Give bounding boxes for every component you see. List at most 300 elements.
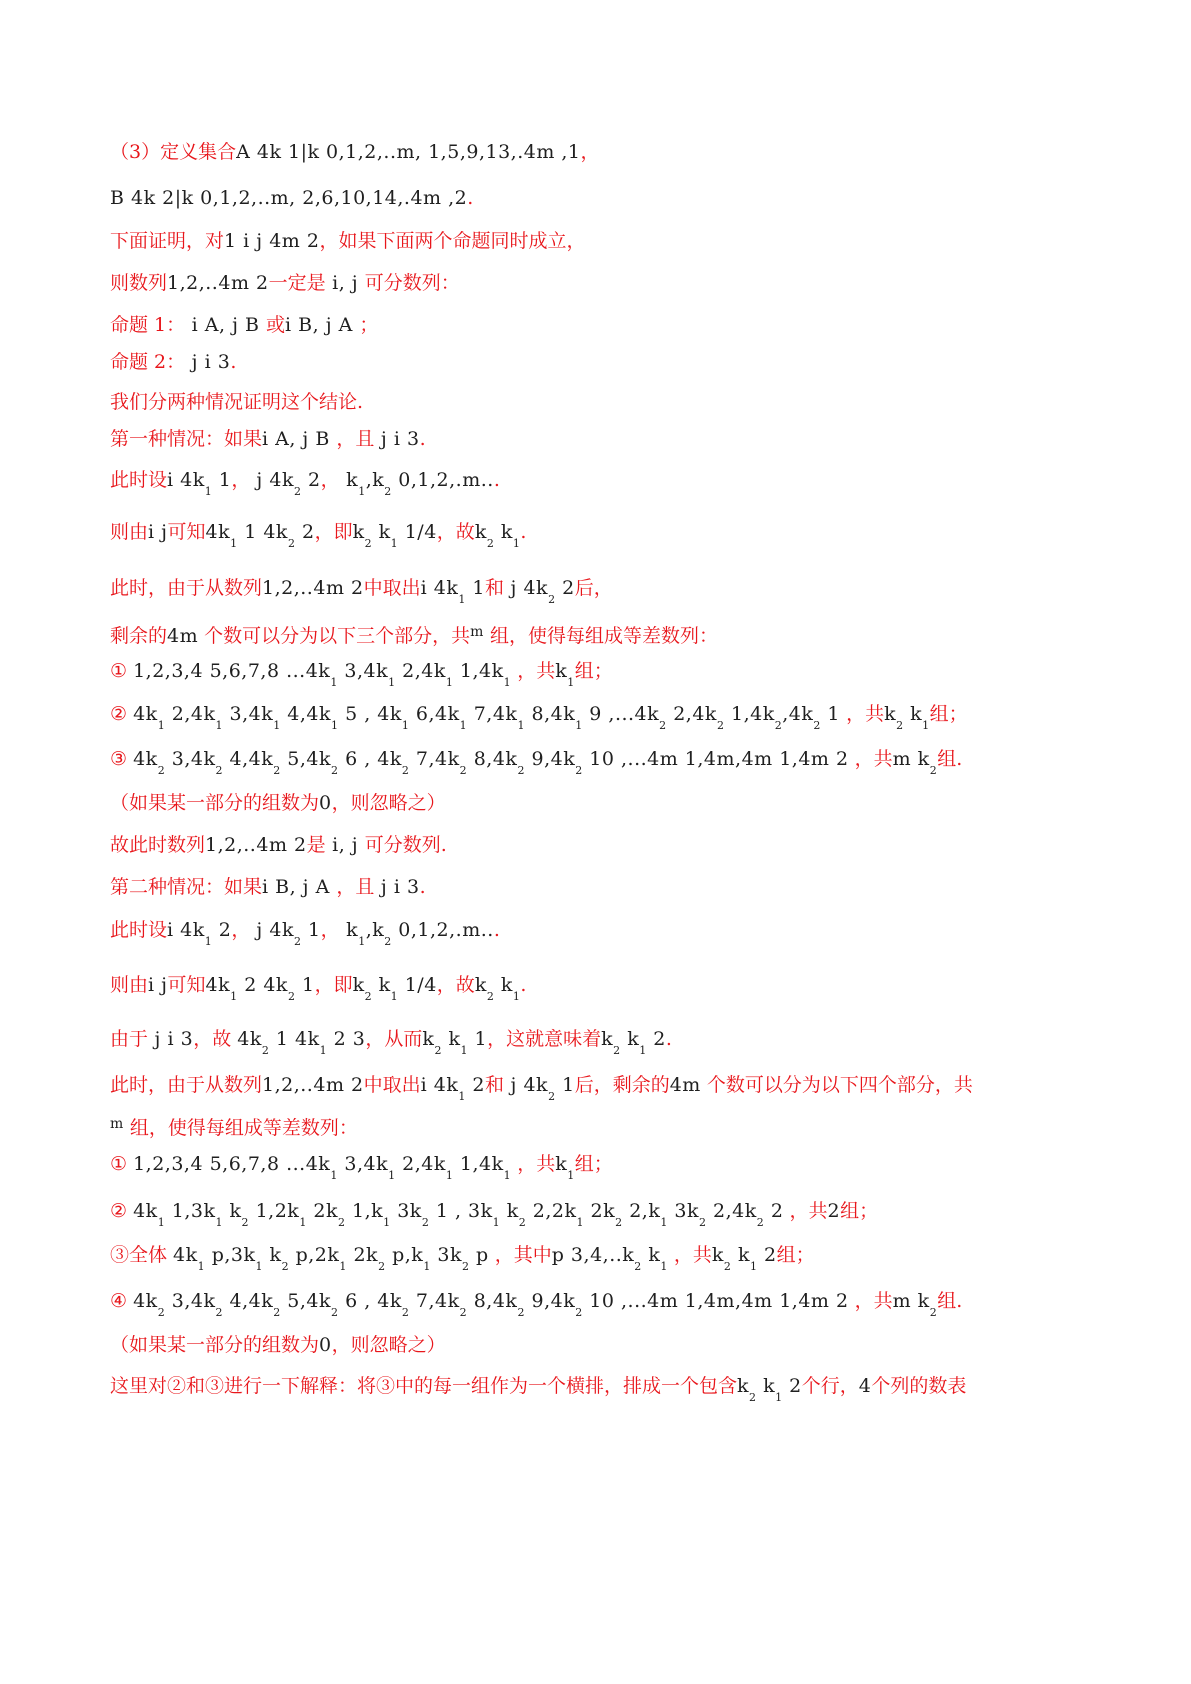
math-text: 1/4 (398, 974, 437, 996)
subscript: 2 (461, 1260, 470, 1273)
subscript: 2 (157, 1306, 166, 1319)
superscript: m (470, 624, 484, 640)
prose-text: 组. (937, 1290, 963, 1312)
math-text: 8,4k (467, 748, 518, 770)
subscript: 2 (575, 764, 583, 777)
prose-text: 命题 1： (110, 314, 186, 336)
subscript: 2 (774, 719, 783, 732)
math-text: B 4k 2|k 0,1,2,..m, 2,6,10,14,.4m ,2 (110, 187, 468, 209)
math-text: 1,2,..4m 2 (262, 1074, 364, 1096)
math-text: 3k (430, 1244, 462, 1266)
text-line (110, 617, 1110, 651)
subscript: 1 (273, 719, 281, 732)
math-text: 0 (319, 792, 332, 814)
math-text: m k (892, 748, 930, 770)
math-text: j i 3 (374, 428, 420, 450)
math-text: 2,4k (395, 660, 446, 682)
subscript: 1 (459, 719, 468, 732)
math-text: 4k (205, 521, 231, 543)
text-line (110, 744, 1110, 786)
subscript: 1 (339, 1260, 347, 1273)
math-text: 2,k (622, 1200, 661, 1222)
text-line (110, 788, 1110, 818)
text-line (110, 830, 1110, 860)
math-text: k (263, 1244, 282, 1266)
prose-text: ， (231, 919, 257, 941)
math-text: 4m (167, 625, 199, 647)
math-text: p,2k (289, 1244, 340, 1266)
math-text: k (339, 469, 359, 491)
prose-text: 组； (776, 1244, 815, 1266)
subscript: 2 (401, 764, 410, 777)
subscript: 1 (660, 1216, 668, 1229)
prose-text: ； (359, 314, 379, 336)
text-line (110, 1070, 1110, 1112)
subscript: 2 (613, 1044, 621, 1057)
subscript: 2 (716, 719, 725, 732)
math-text: p,3k (205, 1244, 256, 1266)
math-text: 1,4k (453, 660, 504, 682)
math-text: 0,1,2,.m.. (391, 919, 494, 941)
subscript: 2 (723, 1260, 732, 1273)
prose-text: ② (110, 1200, 134, 1222)
math-text: i A, j B (185, 314, 267, 336)
math-text: 2 (646, 1028, 666, 1050)
math-text: 9,4k (524, 748, 576, 770)
math-text: k (601, 1028, 614, 1050)
prose-text: ，且 (336, 876, 375, 898)
math-text: 1,4k (453, 1153, 504, 1175)
math-text: 1,3k (165, 1200, 216, 1222)
subscript: 2 (261, 1044, 270, 1057)
subscript: 1 (512, 537, 521, 550)
subscript: 1 (157, 719, 166, 732)
math-text: 2 (295, 521, 315, 543)
prose-text: ， (580, 141, 600, 163)
math-text: 4m (669, 1074, 701, 1096)
subscript: 1 (445, 676, 454, 689)
math-text: 10 ,...4m 1,4m,4m 1,4m 2 (582, 1290, 849, 1312)
prose-text: ， (320, 469, 340, 491)
prose-text: 则由 (110, 974, 149, 996)
math-text: 4,4k (222, 748, 274, 770)
math-text: k (352, 974, 365, 996)
math-text: 2 (764, 1200, 784, 1222)
math-text: 1,4k (724, 703, 775, 725)
math-text: i A, j B (262, 428, 337, 450)
prose-text: ，共 (840, 703, 885, 725)
subscript: 2 (929, 764, 938, 777)
text-line (110, 1024, 1110, 1066)
subscript: 1 (204, 485, 213, 498)
subscript: 1 (331, 719, 339, 732)
math-text: 1,2,..4m 2 (205, 834, 307, 856)
subscript: 1 (390, 537, 399, 550)
math-text: 3,4k (337, 660, 389, 682)
math-text: k (422, 1028, 435, 1050)
prose-text: （3）定义集合 (110, 141, 237, 163)
subscript: 2 (273, 1306, 281, 1319)
text-line (110, 387, 1110, 417)
subscript: 2 (331, 764, 339, 777)
math-text: k (339, 919, 359, 941)
prose-text: 组； (929, 703, 968, 725)
prose-text: ，这就意味着 (487, 1028, 602, 1050)
prose-text: ③ (110, 748, 134, 770)
prose-text: 可知 (167, 521, 206, 543)
prose-text: 剩余的 (110, 625, 168, 647)
math-text: 1 , 3k (429, 1200, 493, 1222)
text-line (110, 1330, 1110, 1360)
math-text: 4 (858, 1375, 872, 1397)
prose-text: ，共 (783, 1200, 828, 1222)
subscript: 2 (459, 764, 468, 777)
subscript: 1 (299, 1216, 307, 1229)
math-text: 1 (212, 469, 232, 491)
subscript: 1 (775, 1391, 783, 1404)
text-line (110, 1196, 1110, 1238)
subscript: 1 (330, 676, 338, 689)
subscript: 1 (157, 1216, 166, 1229)
math-text: 3,4k (165, 1290, 216, 1312)
subscript: 2 (215, 764, 223, 777)
subscript: 2 (293, 485, 302, 498)
subscript: 1 (460, 1044, 468, 1057)
subscript: 2 (331, 1306, 339, 1319)
subscript: 2 (699, 1216, 707, 1229)
math-text: i 4k (167, 469, 205, 491)
math-text: 1,2,..4m 2 (262, 577, 364, 599)
prose-text: 由于 (110, 1028, 149, 1050)
text-line (110, 1149, 1110, 1191)
prose-text: 组； (574, 660, 613, 682)
prose-text: 组； (840, 1200, 879, 1222)
subscript: 1 (922, 719, 930, 732)
text-line (110, 656, 1110, 698)
subscript: 1 (319, 1044, 328, 1057)
math-text: 1 (301, 919, 321, 941)
math-text: j 4k (503, 1074, 549, 1096)
text-line (110, 699, 1110, 741)
subscript: 2 (575, 1306, 583, 1319)
math-text: 1,2,3,4 5,6,7,8 ...4k (133, 660, 331, 682)
math-text: 5 , 4k (338, 703, 402, 725)
subscript: 2 (634, 1260, 642, 1273)
prose-text: 下面证明，对 (110, 230, 225, 252)
prose-text: ， (320, 919, 340, 941)
prose-text: ④ (110, 1290, 134, 1312)
math-text: 2 4k (237, 974, 288, 996)
subscript: 1 (383, 1216, 391, 1229)
math-text: k (555, 1153, 568, 1175)
math-text: 2,4k (666, 703, 717, 725)
subscript: 1 (390, 990, 399, 1003)
prose-text: ，共 (667, 1244, 712, 1266)
math-text: 1,2,3,4 5,6,7,8 ...4k (133, 1153, 331, 1175)
math-text: 4k (133, 703, 158, 725)
subscript: 2 (486, 990, 495, 1003)
math-text: i, j (325, 834, 365, 856)
subscript: 1 (358, 935, 366, 948)
text-line (110, 465, 1110, 507)
prose-text: ，共 (511, 1153, 556, 1175)
prose-text: 此时设 (110, 919, 168, 941)
math-text: 4k (133, 1290, 158, 1312)
math-text: k (756, 1375, 776, 1397)
subscript: 1 (512, 990, 521, 1003)
subscript: 1 (388, 1169, 396, 1182)
text-line (110, 268, 1110, 298)
prose-text: . (520, 974, 527, 996)
prose-text: 后， (574, 577, 613, 599)
text-line (110, 137, 1110, 167)
text-line (110, 347, 1110, 377)
math-text: 2 3 (327, 1028, 366, 1050)
math-text: 2 (465, 1074, 485, 1096)
math-text: k (352, 521, 365, 543)
math-text: 4k (133, 748, 158, 770)
math-text: 7,4k (409, 748, 460, 770)
prose-text: ，且 (336, 428, 375, 450)
math-text: 9 ,...4k (582, 703, 660, 725)
math-text: i B, j A (262, 876, 337, 898)
prose-text: ，即 (314, 974, 353, 996)
subscript: 2 (813, 719, 821, 732)
math-text: 8,4k (467, 1290, 518, 1312)
text-line (110, 573, 1110, 615)
math-text: 1 (555, 1074, 575, 1096)
prose-text: 个数可以分为以下四个部分，共 (700, 1074, 973, 1096)
math-text: 4,4k (280, 703, 332, 725)
subscript: 1 (517, 719, 525, 732)
text-line (110, 517, 1110, 559)
subscript: 2 (659, 719, 667, 732)
subscript: 1 (492, 1216, 501, 1229)
math-text: 4,4k (222, 1290, 274, 1312)
subscript: 1 (639, 1044, 647, 1057)
prose-text: 可分数列. (364, 834, 447, 856)
subscript: 1 (503, 1169, 512, 1182)
subscript: 2 (215, 1306, 223, 1319)
math-text: k (903, 703, 923, 725)
text-line (110, 1109, 1110, 1143)
prose-text: . (230, 351, 237, 373)
subscript: 2 (548, 1090, 556, 1103)
math-text: 1/4 (398, 521, 437, 543)
math-text: 2 (757, 1244, 777, 1266)
subscript: 1 (215, 1216, 223, 1229)
text-line (110, 310, 1110, 340)
prose-text: ，共 (848, 748, 893, 770)
math-text: ,k (365, 469, 385, 491)
subscript: 2 (517, 1306, 525, 1319)
prose-text: 一定是 (268, 272, 326, 294)
subscript: 1 (330, 1169, 338, 1182)
math-text: i j (148, 521, 168, 543)
text-line (110, 1240, 1110, 1282)
subscript: 2 (364, 990, 373, 1003)
subscript: 1 (576, 1216, 585, 1229)
prose-text: 组，使得每组成等差数列： (483, 625, 718, 647)
math-text: 0 (319, 1334, 332, 1356)
math-text: k (494, 521, 513, 543)
subscript: 2 (749, 1391, 757, 1404)
subscript: 2 (421, 1216, 430, 1229)
prose-text: ② (110, 703, 134, 725)
prose-text: 这里对②和③进行一下解释：将③中的每一组作为一个横排，排成一个包含 (110, 1375, 738, 1397)
prose-text: 此时设 (110, 469, 168, 491)
prose-text: ，共 (511, 660, 556, 682)
prose-text: 此时，由于从数列 (110, 577, 263, 599)
math-text: 9,4k (524, 1290, 576, 1312)
subscript: 1 (388, 676, 396, 689)
math-text: m k (892, 1290, 930, 1312)
math-text: ,4k (782, 703, 814, 725)
prose-text: . (419, 876, 426, 898)
prose-text: 和 (484, 1074, 504, 1096)
subscript: 2 (287, 990, 296, 1003)
math-text: 1 (468, 1028, 488, 1050)
math-text: 2,4k (395, 1153, 446, 1175)
subscript: 2 (378, 1260, 386, 1273)
math-text: 4k (237, 1028, 262, 1050)
math-text: i B, j A (285, 314, 360, 336)
prose-text: （如果某一部分的组数为 (110, 1334, 320, 1356)
prose-text: 是 (306, 834, 326, 856)
math-text: 1 (465, 577, 485, 599)
subscript: 2 (896, 719, 904, 732)
math-text: 5,4k (280, 748, 332, 770)
prose-text: 命题 2： (110, 351, 186, 373)
text-line (110, 915, 1110, 957)
math-text: 2,4k (706, 1200, 757, 1222)
prose-text: 组，使得每组成等差数列： (123, 1117, 358, 1139)
math-text: 10 ,...4m 1,4m,4m 1,4m 2 (582, 748, 849, 770)
subscript: 2 (281, 1260, 290, 1273)
math-text: k (620, 1028, 640, 1050)
math-text: p (469, 1244, 489, 1266)
math-text: i j (148, 974, 168, 996)
math-text: 6 , 4k (338, 748, 402, 770)
subscript: 1 (401, 719, 410, 732)
subscript: 2 (384, 935, 392, 948)
math-text: k (555, 660, 568, 682)
math-text: i, j (325, 272, 365, 294)
math-text: k (474, 521, 487, 543)
prose-text: . (493, 919, 500, 941)
subscript: 2 (293, 935, 302, 948)
math-text: i 4k (420, 1074, 459, 1096)
math-text: k (372, 974, 391, 996)
math-text: A 4k 1|k 0,1,2,..m, 1,5,9,13,.4m ,1 (236, 141, 581, 163)
math-text: k (500, 1200, 519, 1222)
math-text: k (731, 1244, 750, 1266)
prose-text: ① (110, 660, 134, 682)
math-text: 2k (584, 1200, 616, 1222)
prose-text: 此时，由于从数列 (110, 1074, 263, 1096)
subscript: 1 (215, 719, 223, 732)
subscript: 1 (567, 676, 575, 689)
prose-text: ① (110, 1153, 134, 1175)
math-text: 3,4k (165, 748, 216, 770)
prose-text: . (467, 187, 474, 209)
prose-text: . (665, 1028, 672, 1050)
math-text: 2k (306, 1200, 338, 1222)
prose-text: （如果某一部分的组数为 (110, 792, 320, 814)
prose-text: ，故 (193, 1028, 238, 1050)
math-text: ,k (365, 919, 385, 941)
math-text: i 4k (167, 919, 205, 941)
subscript: 2 (364, 537, 373, 550)
prose-text: 则由 (110, 521, 149, 543)
text-line (110, 1371, 1110, 1413)
math-text: 2 (827, 1200, 841, 1222)
math-text: 5,4k (280, 1290, 332, 1312)
prose-text: ，如果下面两个命题同时成立， (319, 230, 586, 252)
prose-text: 组； (574, 1153, 613, 1175)
math-text: 7,4k (409, 1290, 460, 1312)
prose-text: ，其中 (488, 1244, 552, 1266)
math-text: 3,4k (337, 1153, 389, 1175)
math-text: j i 3 (148, 1028, 194, 1050)
prose-text: 第一种情况：如果 (110, 428, 263, 450)
subscript: 1 (503, 676, 512, 689)
math-text: 1 4k (269, 1028, 320, 1050)
prose-text: 第二种情况：如果 (110, 876, 263, 898)
math-text: j 4k (256, 469, 294, 491)
prose-text: ，则忽略之） (331, 1334, 446, 1356)
subscript: 1 (575, 719, 583, 732)
math-text: j i 3 (185, 351, 231, 373)
prose-text: ，即 (314, 521, 353, 543)
math-text: 0,1,2,.m.. (391, 469, 494, 491)
math-text: 2k (346, 1244, 379, 1266)
prose-text: 可分数列： (364, 272, 460, 294)
prose-text: . (419, 428, 426, 450)
math-text: j 4k (503, 577, 549, 599)
prose-text: ，则忽略之） (331, 792, 446, 814)
prose-text: 后，剩余的 (574, 1074, 670, 1096)
math-text: 2 (555, 577, 575, 599)
subscript: 1 (445, 1169, 454, 1182)
text-line (110, 970, 1110, 1012)
subscript: 1 (197, 1260, 206, 1273)
subscript: 2 (756, 1216, 765, 1229)
subscript: 1 (749, 1260, 758, 1273)
subscript: 1 (204, 935, 213, 948)
math-text: 1 (295, 974, 315, 996)
text-line (110, 226, 1110, 256)
subscript: 2 (615, 1216, 623, 1229)
prose-text: . (520, 521, 527, 543)
math-text: 1 4k (237, 521, 288, 543)
subscript: 1 (255, 1260, 263, 1273)
math-text: 7,4k (467, 703, 518, 725)
math-text: k (494, 974, 513, 996)
text-line (110, 183, 1110, 213)
subscript: 2 (459, 1306, 468, 1319)
math-text: k (372, 521, 391, 543)
math-text: 3,4k (222, 703, 274, 725)
prose-text: 个数可以分为以下三个部分，共 (198, 625, 471, 647)
prose-text: ③全体 (110, 1244, 174, 1266)
subscript: 2 (273, 764, 281, 777)
prose-text: ，共 (848, 1290, 893, 1312)
math-text: 4k (133, 1200, 158, 1222)
math-text: 2 (301, 469, 321, 491)
prose-text: 可知 (167, 974, 206, 996)
text-line (110, 872, 1110, 902)
